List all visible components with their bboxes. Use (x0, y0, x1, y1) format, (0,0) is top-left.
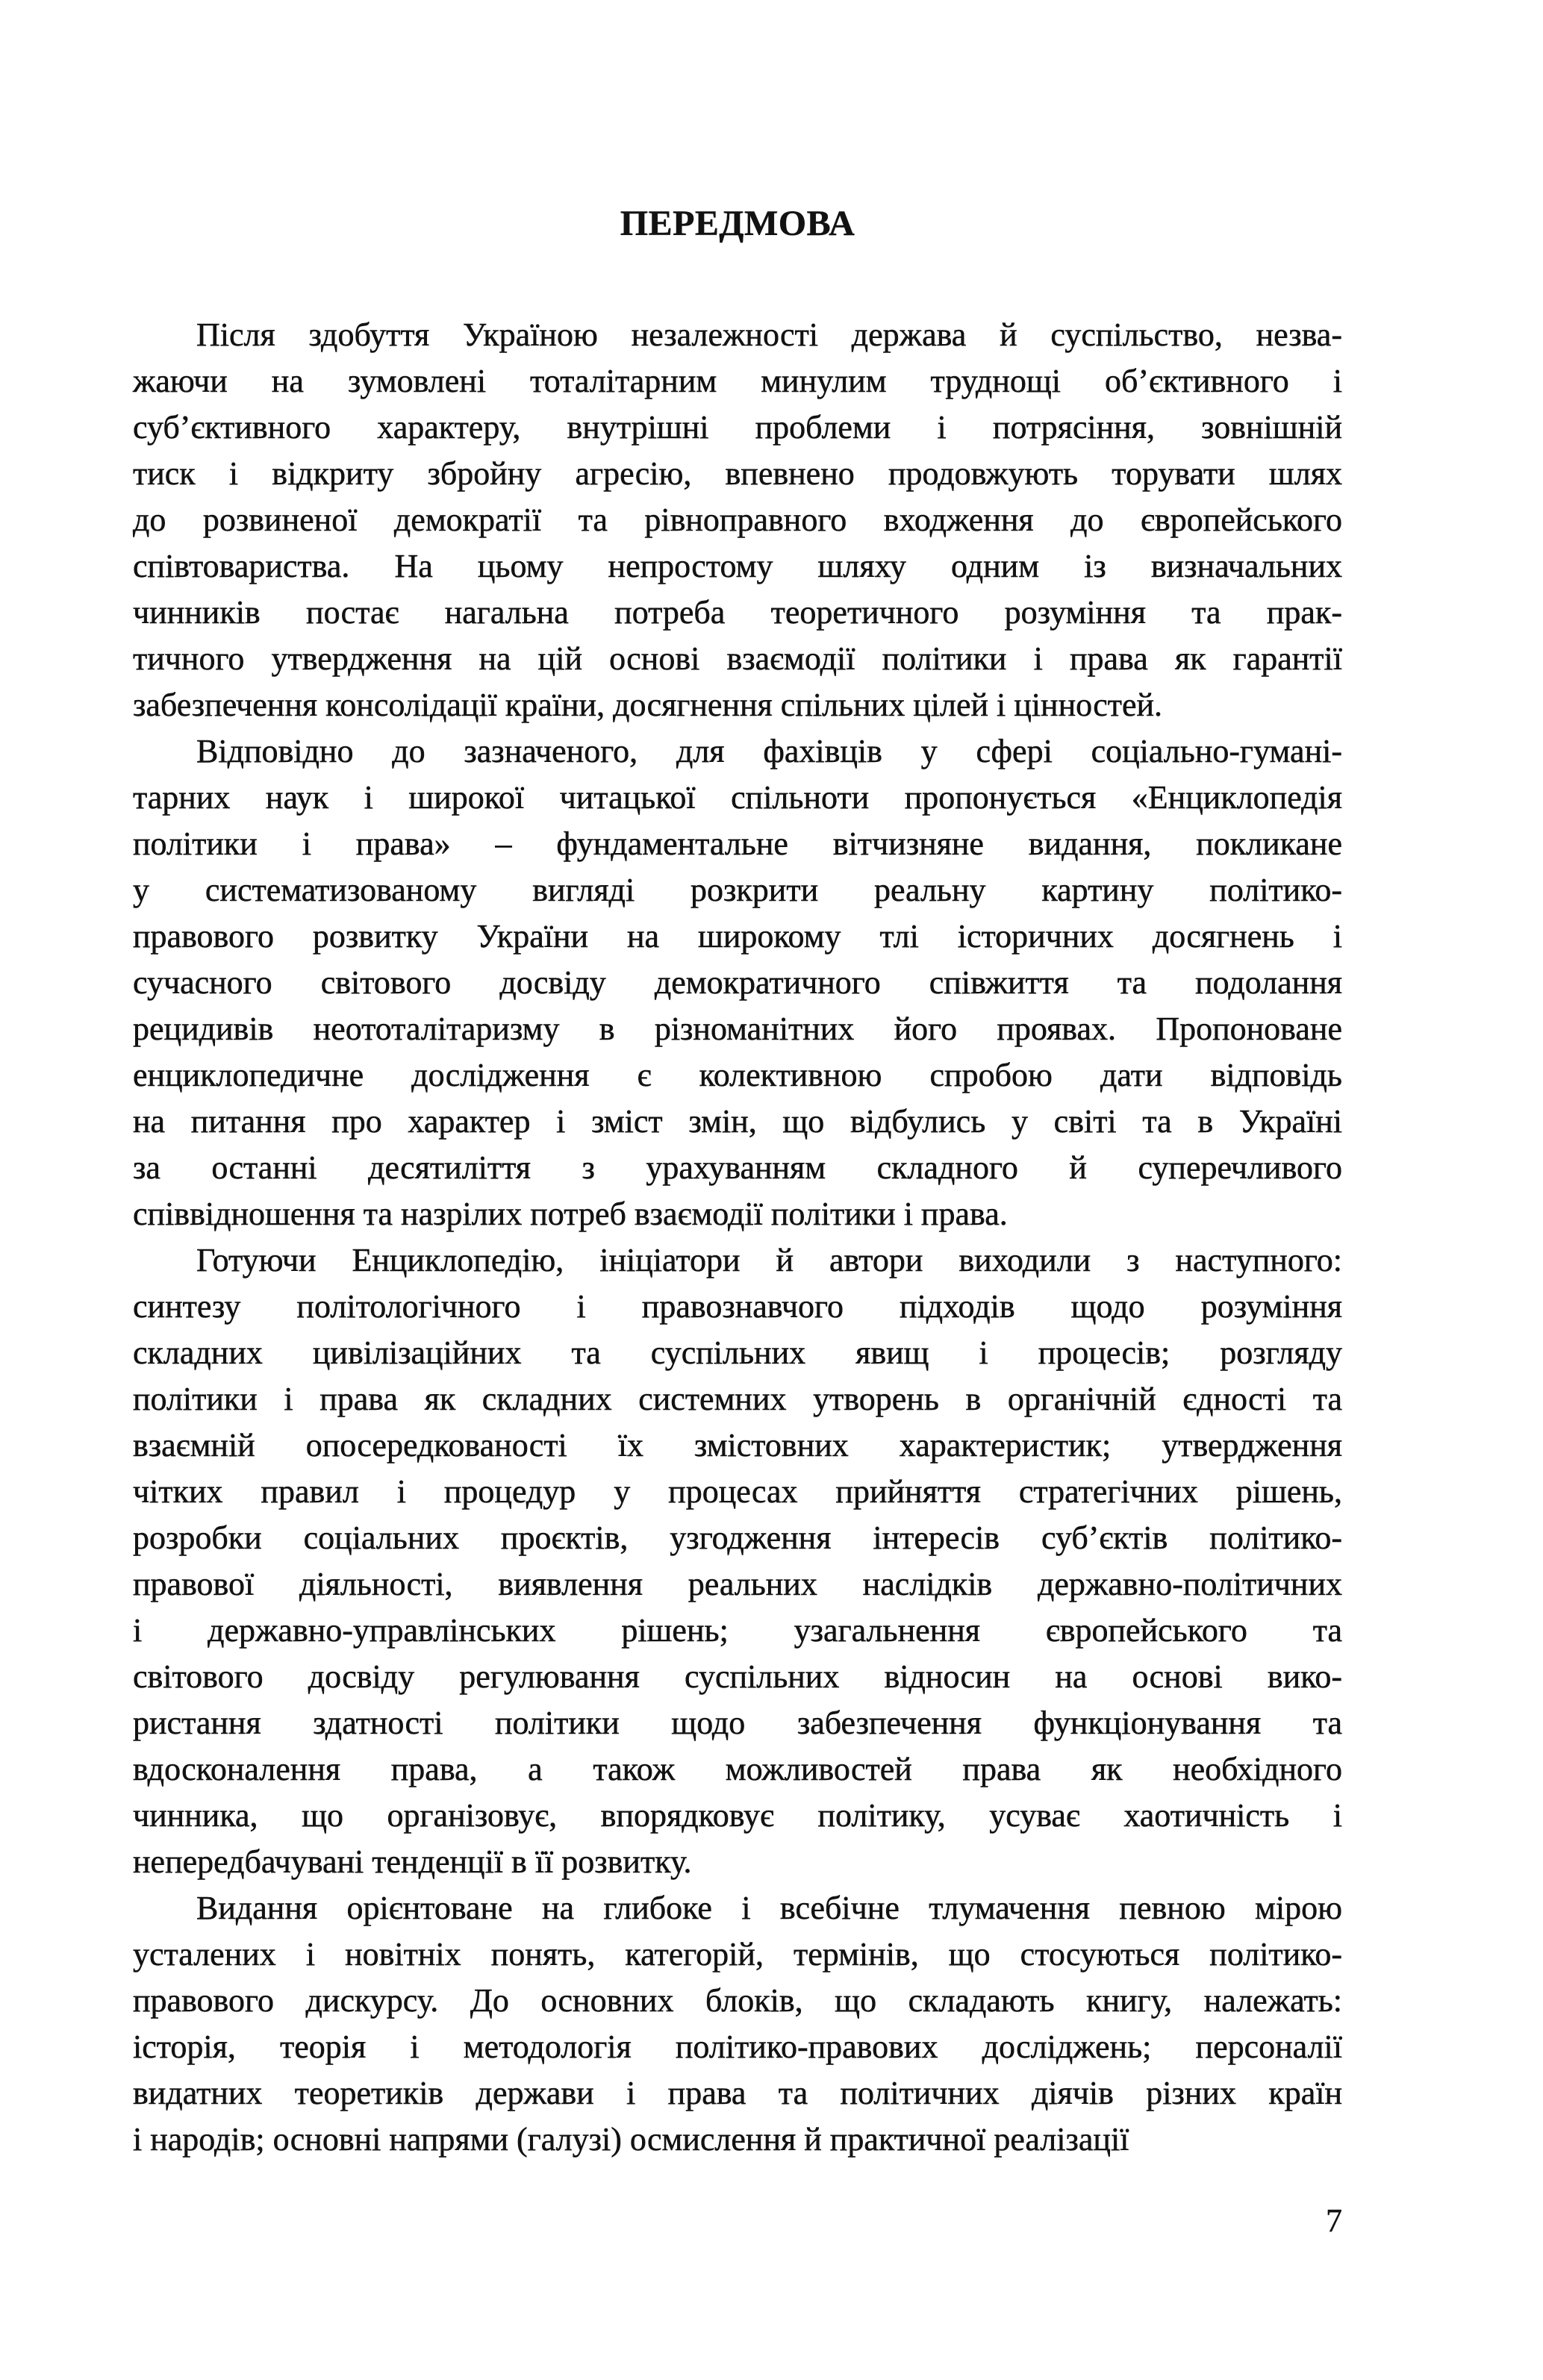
text-line: тиск і відкриту збройну агресію, впевнено продовжують торувати шлях (133, 455, 1342, 492)
text-line: політики і права як складних системних утворень в органічній єдності та (133, 1381, 1342, 1417)
text-line: чинника, що організовує, впорядковує політику, усуває хаотичність і (133, 1797, 1342, 1834)
text-line: жаючи на зумовлені тоталітарним минулим труднощі об’єктивного і (133, 363, 1342, 399)
text-line: світового досвіду регулювання суспільних відносин на основі вико- (133, 1658, 1342, 1695)
text-line: забезпечення консолідації країни, досягнення спільних цілей і цінностей. (133, 687, 1163, 723)
text-line: тичного утвердження на цій основі взаємодії політики і права як гарантії (133, 640, 1342, 677)
paragraph (133, 728, 1342, 1237)
text-line: ристання здатності політики щодо забезпечення функціонування та (133, 1705, 1342, 1741)
text-line: розробки соціальних проєктів, узгодження інтересів суб’єктів політико- (133, 1519, 1342, 1556)
text-line: правової діяльності, виявлення реальних наслідків державно-політичних (133, 1566, 1342, 1602)
text-line: Видання орієнтоване на глибоке і всебічне тлумачення певною мірою (196, 1890, 1342, 1926)
paragraph (133, 1237, 1342, 1885)
text-line: непередбачувані тенденції в її розвитку. (133, 1843, 692, 1880)
text-line: на питання про характер і зміст змін, що відбулись у світі та в Україні (133, 1103, 1342, 1140)
text-line: за останні десятиліття з урахуванням складного й суперечливого (133, 1149, 1342, 1186)
text-line: і народів; основні напрями (галузі) осмислення й практичної реалізації (133, 2121, 1129, 2158)
text-line: чітких правил і процедур у процесах прийняття стратегічних рішень, (133, 1473, 1342, 1510)
text-line: складних цивілізаційних та суспільних явищ і процесів; розгляду (133, 1334, 1342, 1371)
body-text (133, 312, 1342, 2163)
page-title: ПЕРЕДМОВА (620, 204, 855, 243)
text-line: і державно-управлінських рішень; узагальнення європейського та (133, 1612, 1342, 1649)
text-line: усталених і новітніх понять, категорій, термінів, що стосуються політико- (133, 1936, 1342, 1973)
text-line: видатних теоретиків держави і права та політичних діячів різних країн (133, 2075, 1342, 2111)
text-line: політики і права» – фундаментальне вітчизняне видання, покликане (133, 825, 1342, 862)
text-line: співтовариства. На цьому непростому шляху одним із визначальних (133, 548, 1342, 584)
text-line: правового дискурсу. До основних блоків, що складають книгу, належать: (133, 1982, 1342, 2019)
paragraph (133, 1885, 1342, 2163)
text-line: взаємній опосередкованості їх змістовних характеристик; утвердження (133, 1427, 1342, 1464)
text-line: співвідношення та назрілих потреб взаємодії політики і права. (133, 1196, 1008, 1232)
text-line: тарних наук і широкої читацької спільноти пропонується «Енциклопедія (133, 779, 1342, 816)
text-line: Відповідно до зазначеного, для фахівців у сфері соціально-гумані- (196, 733, 1342, 769)
text-line: до розвиненої демократії та рівноправного входження до європейського (133, 502, 1342, 538)
text-line: енциклопедичне дослідження є колективною спробою дати відповідь (133, 1057, 1342, 1093)
text-line: сучасного світового досвіду демократичного співжиття та подолання (133, 964, 1342, 1001)
text-line: рецидивів неототалітаризму в різноманітних його проявах. Пропоноване (133, 1011, 1342, 1047)
text-line: у систематизованому вигляді розкрити реальну картину політико- (133, 872, 1342, 908)
page-number: 7 (1326, 2202, 1342, 2239)
text-line: Після здобуття Україною незалежності держава й суспільство, незва- (196, 316, 1342, 353)
text-line: чинників постає нагальна потреба теоретичного розуміння та прак- (133, 594, 1342, 631)
paragraph (133, 312, 1342, 728)
text-line: синтезу політологічного і правознавчого підходів щодо розуміння (133, 1288, 1342, 1325)
text-line: суб’єктивного характеру, внутрішні проблеми і потрясіння, зовнішній (133, 409, 1342, 446)
text-line: вдосконалення права, а також можливостей права як необхідного (133, 1751, 1342, 1787)
text-line: Готуючи Енциклопедію, ініціатори й автори виходили з наступного: (196, 1242, 1342, 1278)
text-line: історія, теорія і методологія політико-правових досліджень; персоналії (133, 2028, 1342, 2065)
text-line: правового розвитку України на широкому тлі історичних досягнень і (133, 918, 1342, 955)
